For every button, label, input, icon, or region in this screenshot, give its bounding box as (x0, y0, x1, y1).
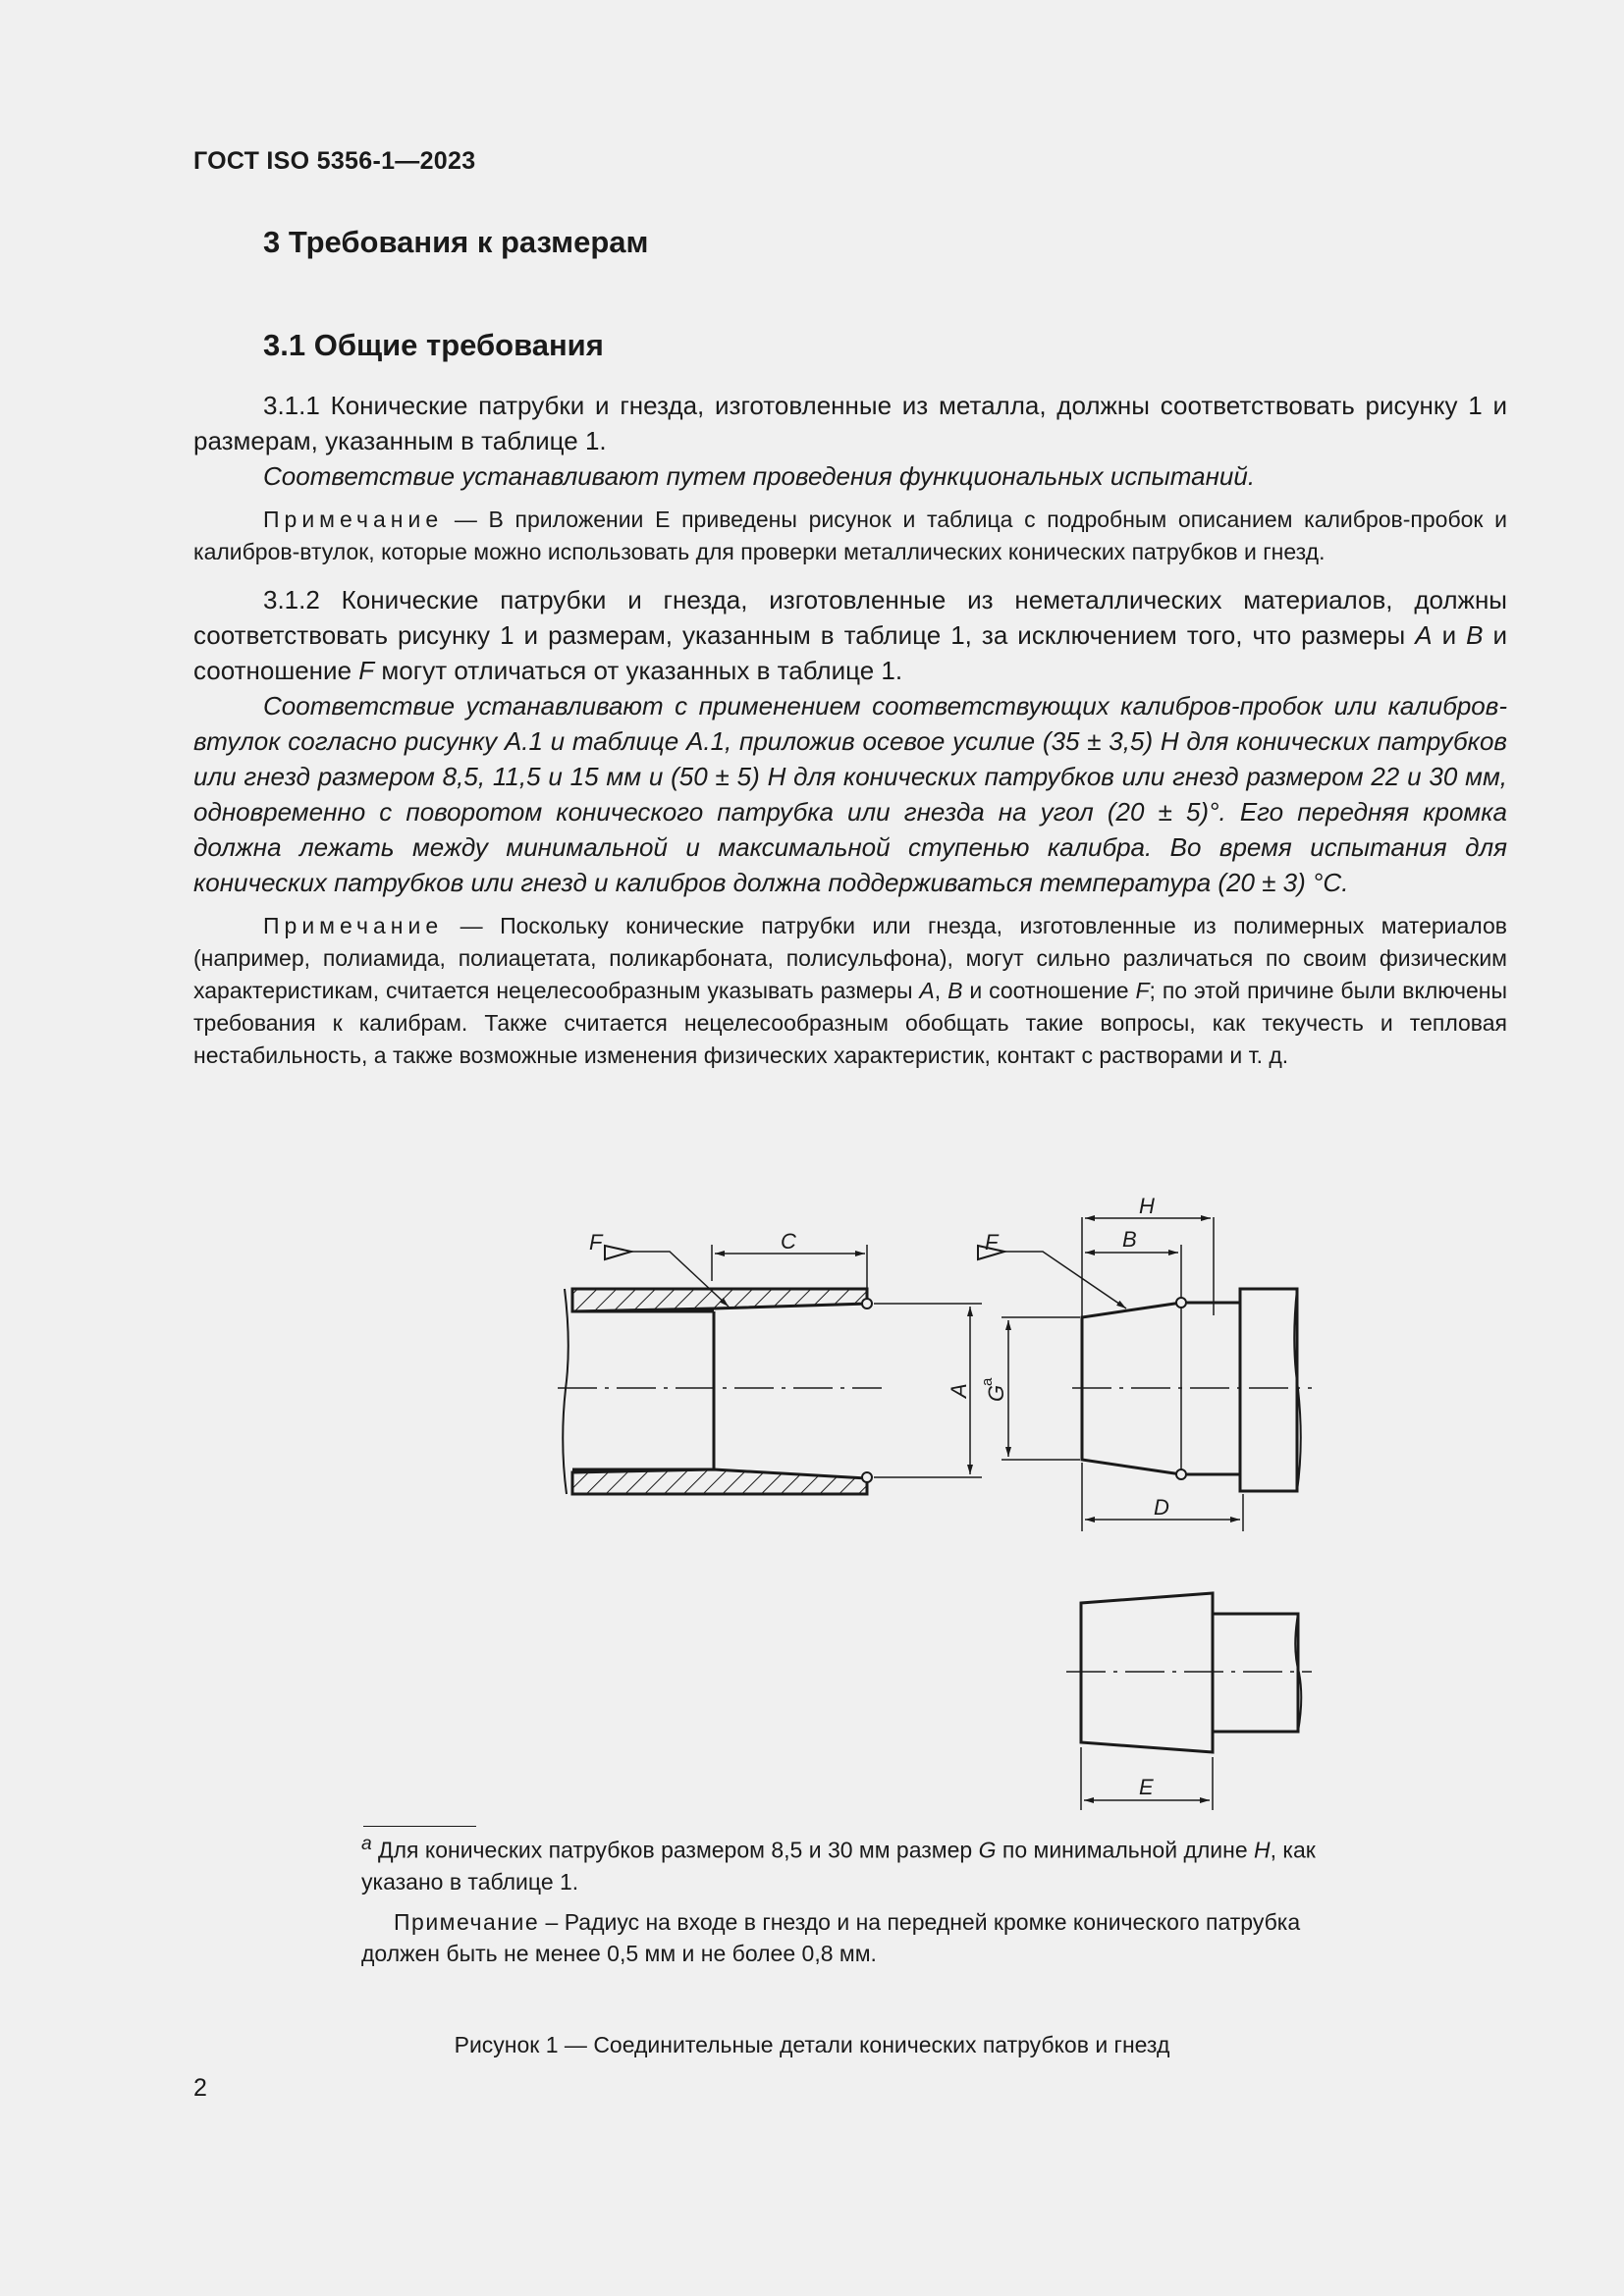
text-span: , как указано в таблице 1. (361, 1837, 1316, 1895)
page-number: 2 (193, 2074, 207, 2102)
note-label: Примечание (263, 507, 444, 532)
note-2 (193, 910, 1507, 1072)
text-span: могут отличаться от указанных в таблице 1. (374, 656, 903, 685)
text-span: и соотношение (962, 978, 1136, 1003)
compliance-3-1-2: Соответствие устанавливают с применением соответствующих калибров-пробок или калибров-втулок согласно рисунку А.1 и таблице А.1, приложив осевое усилие (35 ± 3,5) Н для конических патрубков или гнезд размером 8,5, 11,5 и 15 мм и (50 ± 5) Н для конических патрубков или гнезд размером 22 и 30 мм, одновременно с поворотом конического патрубка или гнезда на угол (20 ± 5)°. Его передняя кромка должна лежать между минимальной и максимальной ступенью калибра. Во время испытания для конических патрубков или гнезд и калибров должна поддерживаться температура (20 ± 3) °С. (193, 691, 1507, 897)
figure-caption: Рисунок 1 — Соединительные детали конических патрубков и гнезд (454, 2032, 1170, 2057)
note-1 (193, 504, 1507, 568)
var-a: A (919, 978, 935, 1003)
label-b: B (1122, 1227, 1137, 1252)
subsection-heading: 3.1 Общие требования (263, 328, 604, 362)
text-span: Для конических патрубков размером 8,5 и 30 мм размер (371, 1837, 979, 1863)
var-f: F (1135, 978, 1150, 1003)
left-socket (558, 1245, 882, 1494)
note-label: Примечание (394, 1909, 540, 1935)
note-label: Примечание (263, 913, 444, 938)
text-span: — Поскольку конические патрубки или гнезда, изготовленные из полимерных материалов (например, полиамида, полиацетата, поликарбоната, полисульфона), могут сильно различаться по своим физическим характеристикам, считается нецелесообразным указывать размеры (193, 913, 1507, 1003)
label-f-right: F (985, 1230, 999, 1255)
figure-1-drawing (550, 1188, 1335, 1816)
gauge-dimensions (874, 1304, 1080, 1477)
paragraph-3-1-2 (193, 582, 1507, 688)
label-g: G (984, 1384, 1008, 1402)
note-text: — В приложении Е приведены рисунок и таблица с подробным описанием калибров-пробок и калибров-втулок, которые можно использовать для проверки металлических конических патрубков и гнезд. (193, 507, 1507, 564)
text-span: по минимальной длине (996, 1837, 1255, 1863)
footnote-separator (363, 1826, 476, 1827)
technical-drawing (550, 1188, 1335, 1816)
body-text (193, 388, 1507, 1072)
var-b: B (947, 978, 963, 1003)
label-a: A (947, 1383, 971, 1398)
var-f: F (358, 656, 375, 685)
compliance-3-1-1: Соответствие устанавливают путем проведения функциональных испытаний. (263, 461, 1256, 491)
label-h: H (1139, 1194, 1155, 1218)
footnote (361, 1829, 1343, 1897)
text-span: , (934, 978, 948, 1003)
var-a: A (1415, 620, 1433, 650)
footnote-mark: a (361, 1834, 372, 1854)
text-span: и (1432, 620, 1467, 650)
var-h: H (1254, 1837, 1271, 1863)
paragraph-3-1-1: 3.1.1 Конические патрубки и гнезда, изготовленные из металла, должны соответствовать рисунку 1 и размерам, указанным в таблице 1. (193, 391, 1507, 455)
label-d: D (1154, 1495, 1169, 1520)
note-text: – Радиус на входе в гнездо и на передней кромке конического патрубка должен быть не менее 0,5 мм и не более 0,8 мм. (361, 1909, 1301, 1966)
section-heading: 3 Требования к размерам (263, 225, 649, 259)
lower-cone (1066, 1593, 1312, 1810)
label-g-superscript: a (979, 1377, 996, 1386)
var-g: G (978, 1837, 997, 1863)
text-span: 3.1.2 Конические патрубки и гнезда, изготовленные из неметаллических материалов, должны соответствовать рисунку 1 и размерам, указанным в таблице 1, за исключением того, что размеры (193, 585, 1507, 650)
text-span: ; по этой причине были включены требования к калибрам. Также считается нецелесообразным обобщать такие вопросы, как текучесть и тепловая нестабильность, а также возможные изменения физических характеристик, контакт с растворами и т. д. (193, 978, 1508, 1068)
label-e: E (1139, 1775, 1154, 1799)
document-header: ГОСТ ISO 5356-1—2023 (193, 147, 476, 175)
right-cone (978, 1217, 1312, 1531)
text-span: и соотношение (193, 620, 1507, 685)
label-f-left: F (589, 1230, 603, 1255)
label-c: C (781, 1229, 796, 1254)
var-b: B (1466, 620, 1484, 650)
figure-note (361, 1906, 1343, 1969)
